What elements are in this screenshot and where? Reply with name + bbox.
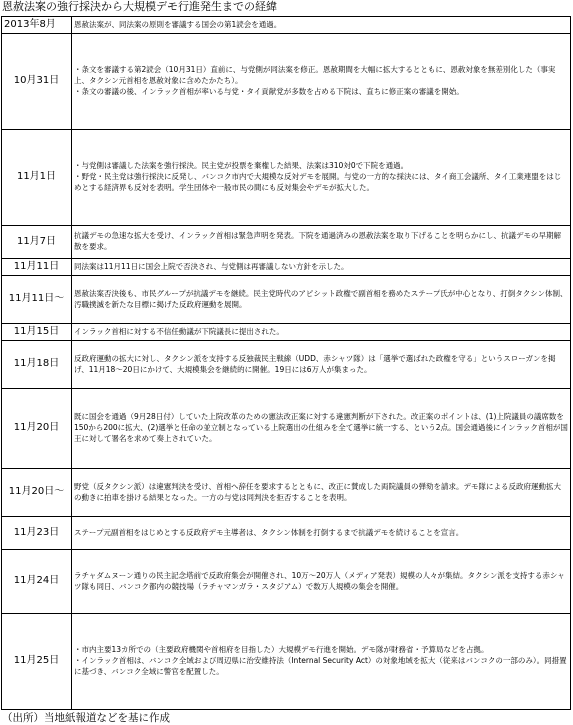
date-cell: 10月31日 [2, 34, 72, 130]
event-text: ・野党・民主党は強行採決に反発し、バンコク市内で大規模な反対デモを展開。与党の一方的な採決には、タイ商工会議所、タイ工業連盟をはじめとする経済界も反対を表明。学生団体や一般市民の間にも反対集会やデモが拡大した。 [74, 172, 562, 192]
table-row [2, 341, 571, 389]
date-cell: 11月24日 [2, 550, 72, 614]
event-cell [72, 341, 571, 389]
date-cell: 11月1日 [2, 130, 72, 226]
table-row [2, 130, 571, 226]
event-text: 既に国会を通過（9月28日付）していた上院改革のための憲法改正案に対する違憲判断が下された。改正案のポイントは、(1)上院議員の議席数を150から200に拡大、(2)選挙と任命の並立制となっている上院選出の仕組みを全て選挙に統一する、という2点。国会通過後にインラック首相が国王に対して署名を求めて奏上されていた。 [74, 412, 568, 443]
date-cell: 11月11日～ [2, 276, 72, 324]
event-text: ・与党側は審議した法案を強行採決。民主党が投票を棄権した結果、法案は310対0で下院を通過。 [74, 161, 409, 171]
event-text: 野党（反タクシン派）は違憲判決を受け、首相へ辞任を要求するとともに、改正に賛成した両院議員の弾劾を請求。デモ隊による反政府運動拡大の動きに拍車を掛ける結果となった。一方の与党は同判決を拒否することを表明。 [74, 481, 562, 502]
event-text: ラチャダムヌーン通りの民主記念塔前で反政府集会が開催され、10万～20万人（メディア発表）規模の人々が集結。タクシン派を支持する赤シャツ隊も同日、バンコク都内の競技場（ラチャマンガラ・スタジアム）で数万人規模の集会を開催。 [74, 570, 565, 591]
event-text: 恩赦法案が、同法案の原則を審議する国会の第1読会を通過。 [74, 19, 282, 29]
table-row [2, 324, 571, 341]
event-text: ・条文の審議の後、インラック首相が率いる与党・タイ貢献党が多数を占める下院は、直ちに修正案の審議を開始。 [74, 86, 464, 96]
date-cell: 11月18日 [2, 341, 72, 389]
event-text: ・市内主要13カ所での（主要政府機関や首相府を目指した）大規模デモ行進を開始。デモ隊が財務省・予算局などを占拠。 [74, 645, 489, 655]
table-row [2, 469, 571, 517]
date-cell: 11月15日 [2, 324, 72, 341]
event-text: 抗議デモの急速な拡大を受け、インラック首相は緊急声明を発表。下院を通過済みの恩赦法案を取り下げることを明らかにし、抗議デモの早期解散を要求。 [74, 231, 562, 251]
date-cell: 11月7日 [2, 226, 72, 259]
table-row [2, 550, 571, 614]
event-cell [72, 259, 571, 276]
event-cell [72, 469, 571, 517]
table-title: 恩赦法案の強行採決から大規模デモ行進発生までの経緯 [2, 0, 277, 13]
timeline-table [1, 16, 571, 710]
event-text: 同法案は11月11日に国会上院で否決され、与党側は再審議しない方針を示した。 [74, 261, 349, 271]
event-cell [72, 130, 571, 226]
table-row [2, 276, 571, 324]
event-cell [72, 389, 571, 469]
event-text: ・インラック首相は、バンコク全域および周辺県に治安維持法（Internal Security Act）の対象地域を拡大（従来はバンコクの一部のみ）。同措置に基づき、バンコク全域に警官を配置した。 [74, 656, 567, 676]
date-cell: 2013年8月 [2, 17, 72, 34]
event-text: 反政府運動の拡大に対し、タクシン派を支持する反独裁民主戦線（UDD、赤シャツ隊）は「選挙で選ばれた政権を守る」というスローガンを掲げ、11月18～20日にかけて、大規模集会を継続的に開催。19日には6万人が集まった。 [74, 353, 556, 374]
event-cell [72, 34, 571, 130]
event-text: インラック首相に対する不信任動議が下院議長に提出された。 [74, 326, 284, 336]
event-cell [72, 17, 571, 34]
event-text: 恩赦法案否決後も、市民グループが抗議デモを継続。民主党時代のアピシット政権で副首相を務めたステープ氏が中心となり、打倒タクシン体制、汚職撲滅を新たな目標に掲げた反政府運動を展開。 [74, 288, 568, 309]
table-row [2, 17, 571, 34]
event-text: ・条文を審議する第2読会（10月31日）直前に、与党側が同法案を修正。恩赦期間を大幅に拡大するとともに、恩赦対象を無差別化した（事実上、タクシン元首相を恩赦対象に含めたかたち）。 [74, 65, 556, 86]
event-cell [72, 226, 571, 259]
event-cell [72, 324, 571, 341]
date-cell: 11月20日～ [2, 469, 72, 517]
event-cell [72, 614, 571, 710]
table-row [2, 389, 571, 469]
timeline-body [2, 17, 571, 710]
event-cell [72, 276, 571, 324]
event-cell [72, 550, 571, 614]
event-text: ステープ元副首相をはじめとする反政府デモ主導者は、タクシン体制を打倒するまで抗議デモを続けることを宣言。 [74, 527, 464, 537]
table-row [2, 517, 571, 550]
table-row [2, 226, 571, 259]
date-cell: 11月20日 [2, 389, 72, 469]
source-note: （出所）当地紙報道などを基に作成 [2, 712, 170, 724]
date-cell: 11月25日 [2, 614, 72, 710]
event-cell [72, 517, 571, 550]
date-cell: 11月23日 [2, 517, 72, 550]
table-row [2, 259, 571, 276]
table-row [2, 614, 571, 710]
table-row [2, 34, 571, 130]
date-cell: 11月11日 [2, 259, 72, 276]
